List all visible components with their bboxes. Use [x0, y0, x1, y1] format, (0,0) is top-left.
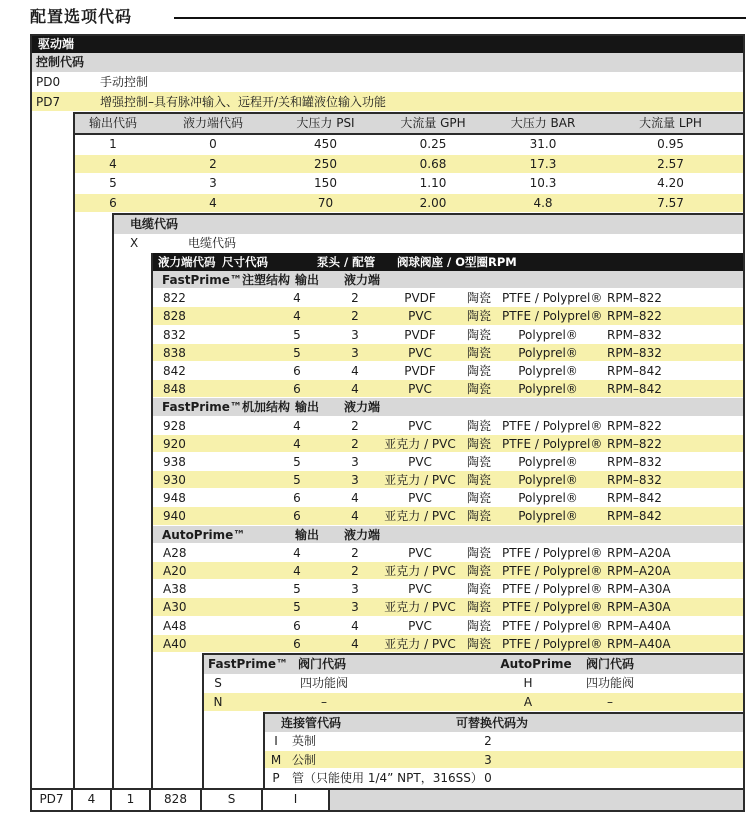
rpm-code: RPM–A20A	[607, 564, 671, 578]
fluid-end-code: 2	[351, 436, 359, 451]
pump-row	[151, 544, 743, 562]
fluid-end-code: 3	[351, 454, 359, 469]
pipe-desc: 英制	[292, 734, 317, 749]
valve-header-fastprime: FastPrime™	[208, 656, 288, 671]
fluid-end-code: 4	[351, 363, 359, 378]
max-pressure-psi: 450	[314, 137, 337, 151]
group-title: FastPrime™注塑结构	[162, 273, 290, 287]
group-title: FastPrime™机加结构	[162, 400, 290, 415]
pump-row	[151, 453, 743, 471]
model-code: A40	[163, 636, 187, 651]
model-code: 928	[163, 418, 186, 433]
seat-oring-material: PTFE / Polyprel®	[502, 600, 603, 615]
stair-line-5	[263, 712, 265, 788]
output-code: 5	[293, 600, 301, 615]
rpm-code: RPM–A40A	[607, 618, 671, 633]
valve-ball-material: 陶瓷	[466, 582, 491, 597]
model-code: A20	[163, 564, 187, 578]
fluid-end-code: 2	[209, 156, 217, 171]
group-col-output: 输出	[294, 527, 319, 542]
control-code: PD0	[36, 75, 61, 89]
cable-section	[112, 213, 743, 253]
example-config-row	[32, 788, 743, 810]
pipe-desc: 公制	[292, 752, 317, 767]
pipe-code: I	[274, 734, 278, 749]
rpm-code: RPM–A20A	[607, 545, 671, 560]
control-desc: 手动控制	[100, 75, 149, 89]
pump-head-material: PVC	[408, 491, 432, 506]
model-code: 938	[163, 454, 186, 469]
rpm-code: RPM–842	[607, 363, 662, 378]
output-code: 6	[293, 491, 301, 506]
fluid-end-code: 2	[351, 564, 359, 578]
fluid-end-code: 3	[351, 327, 359, 342]
group-title: AutoPrime™	[162, 527, 246, 542]
page-title: 配置选项代码	[30, 7, 133, 26]
valve-header-valve-code: 阀门代码	[297, 656, 347, 671]
output-code: 6	[109, 195, 117, 210]
col-header-fluid-end-code: 液力端代码	[182, 116, 243, 130]
control-row	[32, 92, 743, 112]
seat-oring-material: Polyprel®	[518, 363, 578, 378]
max-flow-gph: 0.68	[419, 156, 447, 171]
rpm-code: RPM–832	[607, 454, 662, 469]
bar-label-pump-head-piping: 泵头 / 配管	[317, 255, 376, 269]
pump-row	[151, 380, 743, 398]
output-code: 4	[109, 156, 117, 171]
pump-rows	[151, 289, 743, 398]
max-pressure-psi: 150	[314, 176, 337, 190]
model-code: A48	[163, 618, 187, 633]
valve-row	[202, 674, 743, 693]
max-flow-gph: 1.10	[419, 176, 447, 190]
rpm-code: RPM–832	[607, 327, 662, 342]
seat-oring-material: PTFE / Polyprel®	[502, 418, 603, 433]
valve-ball-material: 陶瓷	[466, 363, 491, 378]
valve-header-valve-code-2: 阀门代码	[585, 656, 635, 671]
col-header-max-pressure-psi: 大压力 PSI	[296, 116, 355, 130]
output-code: 6	[293, 509, 301, 524]
col-header-max-flow-lph: 大流量 LPH	[639, 116, 702, 130]
seat-oring-material: PTFE / Polyprel®	[502, 545, 603, 560]
pipe-code: M	[270, 752, 282, 767]
max-flow-gph: 2.00	[419, 195, 447, 210]
control-row	[32, 72, 743, 92]
valve-ball-material: 陶瓷	[466, 564, 491, 578]
group-col-fluid: 液力端	[343, 400, 380, 415]
autoprime-valve-desc: –	[607, 694, 613, 709]
rpm-code: RPM–832	[607, 473, 662, 488]
model-code: 940	[163, 509, 186, 524]
output-code: 4	[293, 564, 301, 578]
example-valve-code: S	[202, 790, 263, 810]
output-code: 4	[293, 418, 301, 433]
pump-row	[151, 435, 743, 453]
output-code: 4	[293, 436, 301, 451]
control-desc: 增强控制–具有脉冲输入、远程开/关和罐液位输入功能	[100, 95, 387, 109]
rpm-code: RPM–842	[607, 382, 662, 397]
pump-group-fastprime-molded	[151, 271, 743, 398]
max-flow-lph: 2.57	[657, 156, 684, 171]
pump-row	[151, 617, 743, 635]
cable-row	[112, 234, 743, 253]
model-code: 832	[163, 327, 186, 342]
fastprime-valve-code: S	[214, 675, 222, 690]
rpm-code: RPM–822	[607, 309, 662, 324]
fluid-end-code: 0	[209, 137, 217, 151]
fastprime-valve-desc: –	[321, 694, 327, 709]
valve-ball-material: 陶瓷	[466, 382, 491, 397]
pump-row	[151, 507, 743, 525]
pipe-header-connection-code: 连接管代码	[280, 715, 342, 730]
group-col-fluid: 液力端	[343, 273, 380, 287]
pipe-section	[263, 712, 743, 788]
pump-head-material: 亚克力 / PVC	[384, 473, 456, 488]
autoprime-valve-code: A	[523, 694, 533, 709]
fluid-end-code: 2	[351, 291, 359, 306]
pump-group-header	[151, 526, 743, 544]
pump-head-material: PVDF	[404, 327, 436, 342]
pipe-header	[263, 714, 743, 733]
valve-ball-material: 陶瓷	[466, 454, 491, 469]
valve-rows	[202, 674, 743, 712]
pump-head-material: 亚克力 / PVC	[384, 600, 456, 615]
pump-head-material: PVC	[408, 545, 432, 560]
pump-rows	[151, 417, 743, 526]
pipe-rows	[263, 732, 743, 788]
model-code: A38	[163, 582, 187, 597]
fastprime-valve-code: N	[213, 694, 223, 709]
valve-ball-material: 陶瓷	[466, 491, 491, 506]
rpm-code: RPM–A30A	[607, 600, 671, 615]
valve-ball-material: 陶瓷	[466, 636, 491, 651]
pump-row	[151, 489, 743, 507]
example-model-code: 828	[151, 790, 202, 810]
control-code-header: 控制代码	[32, 53, 743, 72]
configuration-table	[30, 34, 745, 812]
max-pressure-bar: 10.3	[529, 176, 557, 190]
fluid-end-code: 2	[351, 309, 359, 324]
example-output-code: 4	[73, 790, 112, 810]
seat-oring-material: PTFE / Polyprel®	[502, 436, 603, 451]
fluid-end-code: 4	[209, 195, 217, 210]
model-code: 948	[163, 491, 186, 506]
model-code: 838	[163, 345, 186, 360]
pump-head-material: PVC	[408, 309, 432, 324]
valve-ball-material: 陶瓷	[466, 473, 491, 488]
model-code: 822	[163, 291, 186, 306]
rate-row	[73, 135, 743, 155]
group-col-output: 输出	[294, 273, 319, 287]
pump-head-material: PVC	[408, 618, 432, 633]
seat-oring-material: Polyprel®	[518, 491, 578, 506]
valve-ball-material: 陶瓷	[466, 618, 491, 633]
cable-code-header: 电缆代码	[112, 215, 743, 234]
pump-row	[151, 598, 743, 616]
pump-head-material: PVC	[408, 582, 432, 597]
valve-ball-material: 陶瓷	[466, 327, 491, 342]
max-flow-lph: 0.95	[657, 137, 684, 151]
example-control-code: PD7	[32, 790, 73, 810]
output-code: 5	[293, 327, 301, 342]
max-flow-gph: 0.25	[419, 137, 447, 151]
pump-row	[151, 307, 743, 325]
max-pressure-psi: 70	[317, 195, 334, 210]
pipe-row	[263, 751, 743, 770]
drive-end-bar: 驱动端	[32, 36, 743, 53]
valve-ball-material: 陶瓷	[466, 545, 491, 560]
pump-head-material: PVDF	[404, 363, 436, 378]
rpm-code: RPM–822	[607, 291, 662, 306]
example-cable-code: 1	[112, 790, 151, 810]
rpm-code: RPM–832	[607, 345, 662, 360]
output-code: 6	[293, 363, 301, 378]
model-code: 848	[163, 382, 186, 397]
cable-rows	[112, 234, 743, 253]
pump-head-material: 亚克力 / PVC	[384, 436, 456, 451]
fluid-end-code: 4	[351, 382, 359, 397]
pipe-header-replaceable-code: 可替换代码为	[455, 715, 529, 730]
pipe-alt-code: 3	[484, 752, 492, 767]
seat-oring-material: PTFE / Polyprel®	[502, 636, 603, 651]
fluid-end-code: 3	[351, 473, 359, 488]
seat-oring-material: Polyprel®	[518, 327, 578, 342]
pump-head-material: PVC	[408, 345, 432, 360]
model-code: A30	[163, 600, 187, 615]
pump-row	[151, 635, 743, 653]
output-code: 4	[293, 309, 301, 324]
pump-row	[151, 580, 743, 598]
stair-line-1	[73, 112, 75, 788]
pipe-code: P	[272, 771, 280, 786]
pump-head-material: PVC	[408, 418, 432, 433]
pump-header-bar	[151, 253, 743, 271]
pump-head-material: PVC	[408, 382, 432, 397]
stair-line-4	[202, 653, 204, 788]
fluid-end-code: 4	[351, 491, 359, 506]
rate-row	[73, 174, 743, 194]
valve-header	[202, 655, 743, 674]
max-pressure-bar: 17.3	[529, 156, 557, 171]
col-header-output-code: 输出代码	[88, 116, 137, 130]
control-code: PD7	[36, 95, 61, 109]
max-pressure-bar: 4.8	[533, 195, 553, 210]
fluid-end-code: 3	[209, 176, 217, 190]
rate-table	[73, 112, 743, 213]
seat-oring-material: Polyprel®	[518, 382, 578, 397]
rate-table-header	[73, 114, 743, 135]
seat-oring-material: PTFE / Polyprel®	[502, 309, 603, 324]
rate-rows	[73, 135, 743, 213]
fluid-end-code: 2	[351, 418, 359, 433]
seat-oring-material: PTFE / Polyprel®	[502, 291, 603, 306]
stair-line-3	[151, 253, 153, 788]
pump-head-material: 亚克力 / PVC	[384, 564, 456, 578]
output-code: 4	[293, 545, 301, 560]
pump-head-material: 亚克力 / PVC	[384, 509, 456, 524]
fastprime-valve-desc: 四功能阀	[299, 675, 349, 690]
seat-oring-material: Polyprel®	[518, 473, 578, 488]
pump-row	[151, 562, 743, 580]
pump-group-header	[151, 398, 743, 416]
rate-row	[73, 194, 743, 214]
valve-section	[202, 653, 743, 712]
valve-header-autoprime: AutoPrime	[500, 656, 572, 671]
fluid-end-code: 4	[351, 636, 359, 651]
output-code: 6	[293, 636, 301, 651]
valve-ball-material: 陶瓷	[466, 600, 491, 615]
seat-oring-material: Polyprel®	[518, 509, 578, 524]
seat-oring-material: PTFE / Polyprel®	[502, 618, 603, 633]
valve-ball-material: 陶瓷	[466, 291, 491, 306]
max-flow-lph: 4.20	[657, 176, 684, 190]
valve-ball-material: 陶瓷	[466, 418, 491, 433]
output-code: 5	[109, 176, 117, 190]
title-rule	[174, 17, 746, 19]
seat-oring-material: Polyprel®	[518, 345, 578, 360]
autoprime-valve-desc: 四功能阀	[585, 675, 635, 690]
model-code: 842	[163, 363, 186, 378]
fluid-end-code: 3	[351, 600, 359, 615]
col-header-max-pressure-bar: 大压力 BAR	[510, 116, 576, 130]
group-col-fluid: 液力端	[343, 527, 380, 542]
col-header-max-flow-gph: 大流量 GPH	[400, 116, 466, 130]
max-pressure-psi: 250	[314, 156, 337, 171]
pump-group-header	[151, 271, 743, 289]
pump-head-material: 亚克力 / PVC	[384, 636, 456, 651]
seat-oring-material: PTFE / Polyprel®	[502, 582, 603, 597]
group-col-output: 输出	[294, 400, 319, 415]
fluid-end-code: 3	[351, 345, 359, 360]
output-code: 4	[293, 291, 301, 306]
valve-ball-material: 陶瓷	[466, 509, 491, 524]
max-flow-lph: 7.57	[657, 195, 684, 210]
pump-row	[151, 362, 743, 380]
rpm-code: RPM–822	[607, 436, 662, 451]
bar-label-size-code: 尺寸代码	[222, 255, 268, 269]
output-code: 5	[293, 473, 301, 488]
pump-group-autoprime	[151, 526, 743, 653]
pipe-alt-code: 0	[484, 771, 492, 786]
model-code: 920	[163, 436, 186, 451]
fluid-end-code: 4	[351, 618, 359, 633]
autoprime-valve-code: H	[523, 675, 533, 690]
model-code: 930	[163, 473, 186, 488]
cable-code: X	[130, 236, 139, 250]
cable-desc: 电缆代码	[188, 236, 237, 250]
pump-head-material: PVDF	[404, 291, 436, 306]
fluid-end-code: 2	[351, 545, 359, 560]
pump-rows	[151, 544, 743, 653]
valve-ball-material: 陶瓷	[466, 309, 491, 324]
pump-head-material: PVC	[408, 454, 432, 469]
bar-label-fluid-end-code: 液力端代码	[158, 255, 216, 269]
rpm-code: RPM–842	[607, 509, 662, 524]
rpm-code: RPM–822	[607, 418, 662, 433]
output-code: 5	[293, 582, 301, 597]
pipe-row	[263, 732, 743, 751]
seat-oring-material: PTFE / Polyprel®	[502, 564, 603, 578]
model-code: A28	[163, 545, 187, 560]
pump-group-fastprime-machined	[151, 398, 743, 525]
example-filler-cell	[330, 790, 743, 810]
rate-row	[73, 155, 743, 175]
pipe-row	[263, 769, 743, 788]
pump-row	[151, 471, 743, 489]
pipe-alt-code: 2	[484, 734, 492, 749]
control-rows	[32, 72, 743, 112]
example-pipe-code: I	[263, 790, 330, 810]
output-code: 6	[293, 618, 301, 633]
pump-row	[151, 326, 743, 344]
output-code: 5	[293, 345, 301, 360]
output-code: 5	[293, 454, 301, 469]
rpm-code: RPM–A30A	[607, 582, 671, 597]
bar-label-valve-seat-oring-rpm: 阀球阀座 / O型圈RPM	[397, 255, 517, 269]
pump-row	[151, 344, 743, 362]
valve-row	[202, 693, 743, 712]
pipe-desc: 管（只能使用 1/4” NPT，316SS）	[292, 771, 483, 786]
pump-row	[151, 289, 743, 307]
rpm-code: RPM–A40A	[607, 636, 671, 651]
output-code: 1	[109, 137, 117, 151]
seat-oring-material: Polyprel®	[518, 454, 578, 469]
model-code: 828	[163, 309, 186, 324]
stair-line-2	[112, 213, 114, 788]
max-pressure-bar: 31.0	[529, 137, 557, 151]
valve-ball-material: 陶瓷	[466, 345, 491, 360]
pump-row	[151, 417, 743, 435]
pump-section	[151, 253, 743, 653]
fluid-end-code: 3	[351, 582, 359, 597]
rpm-code: RPM–842	[607, 491, 662, 506]
valve-ball-material: 陶瓷	[466, 436, 491, 451]
fluid-end-code: 4	[351, 509, 359, 524]
output-code: 6	[293, 382, 301, 397]
